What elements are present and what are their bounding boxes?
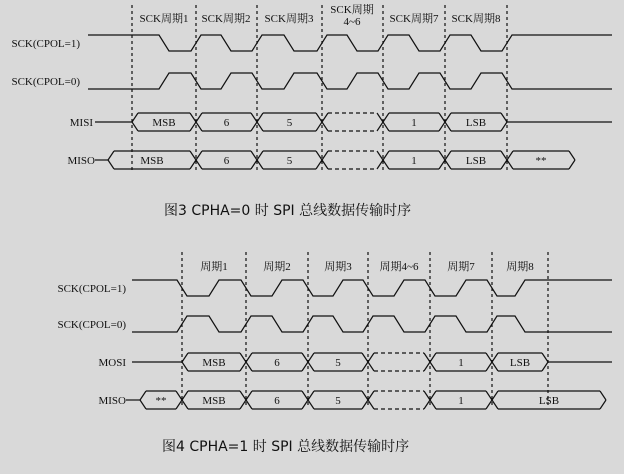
fig4-mosi-bus-edge xyxy=(240,362,246,371)
fig3-misi-bus-edge xyxy=(377,122,383,131)
fig3-period-label: SCK周期2 xyxy=(201,13,251,25)
fig4-mosi-bus-cell-label: LSB xyxy=(509,357,531,369)
fig4-miso-bus-edge xyxy=(492,391,498,400)
fig3-miso-bus-edge xyxy=(383,151,389,160)
fig3-miso-bus-edge xyxy=(322,160,328,169)
fig4-mosi-bus-edge xyxy=(246,362,252,371)
fig3-miso-bus-edge xyxy=(316,151,322,160)
fig3-period-label: SCK周期3 xyxy=(264,13,314,25)
fig3-period-label: SCK周期1 xyxy=(139,13,189,25)
fig3-miso-bus-edge xyxy=(501,160,507,169)
fig4-miso-bus-edge xyxy=(302,391,308,400)
fig4-mosi-bus-edge xyxy=(246,353,252,362)
fig4-miso-bus-edge xyxy=(492,400,498,409)
fig3-miso-bus-edge xyxy=(377,151,383,160)
fig4-miso-bus-cell-label: LSB xyxy=(538,395,560,407)
fig4-sck-cpol1-wave xyxy=(132,280,612,296)
fig4-mosi-bus-edge xyxy=(302,362,308,371)
fig3-miso-bus-cell-label: LSB xyxy=(465,155,487,167)
fig3-misi-bus-edge xyxy=(439,113,445,122)
fig4-miso-bus-edge xyxy=(368,400,374,409)
fig4-mosi-bus-edge xyxy=(308,362,314,371)
fig3-misi-bus-edge xyxy=(322,113,328,122)
fig4-mosi-bus-edge xyxy=(362,353,368,362)
fig4-miso-bus-cell-label: 6 xyxy=(274,395,280,407)
fig4-mosi-bus-edge xyxy=(492,353,498,362)
fig4-mosi-bus-cell-label: 5 xyxy=(335,357,341,369)
fig4-mosi-bus-edge xyxy=(368,362,374,371)
fig3-miso-bus-edge xyxy=(108,160,114,169)
fig4-miso-bus-edge xyxy=(176,391,182,400)
fig3-miso-bus-edge xyxy=(322,151,328,160)
fig4-miso-bus-edge xyxy=(368,391,374,400)
fig4-miso-bus-edge xyxy=(430,400,436,409)
fig3-miso-bus-edge xyxy=(251,151,257,160)
fig3-misi-bus-edge xyxy=(501,113,507,122)
fig4-mosi-bus-edge xyxy=(362,362,368,371)
fig3-miso-bus-cell-label: 1 xyxy=(411,155,417,167)
fig4-signal-label: SCK(CPOL=1) xyxy=(57,283,126,295)
fig3-miso-bus-edge xyxy=(377,160,383,169)
fig3-miso-bus-edge xyxy=(251,160,257,169)
fig4-miso-bus-edge xyxy=(362,400,368,409)
fig4-miso-bus-edge xyxy=(176,400,182,409)
fig3-misi-bus-edge xyxy=(383,122,389,131)
fig4-miso-bus-edge xyxy=(362,391,368,400)
fig3-miso-bus-edge xyxy=(569,151,575,160)
fig4-miso-bus-cell-label: ** xyxy=(155,395,167,407)
fig4-miso-bus-edge xyxy=(600,391,606,400)
fig4-miso-bus-edge xyxy=(246,400,252,409)
fig4-miso-bus-edge xyxy=(424,391,430,400)
fig3-misi-bus-edge xyxy=(257,113,263,122)
fig4-mosi-bus-edge xyxy=(182,353,188,362)
fig4-miso-bus-cell-label: MSB xyxy=(202,395,226,407)
fig3-period-label: SCK周期7 xyxy=(389,13,439,25)
fig3-miso-bus-edge xyxy=(257,160,263,169)
fig4-miso-bus-edge xyxy=(140,400,146,409)
fig4-miso-bus-edge xyxy=(240,400,246,409)
fig3-miso-bus-edge xyxy=(445,160,451,169)
fig4-mosi-bus-edge xyxy=(302,353,308,362)
fig3-miso-bus-edge xyxy=(445,151,451,160)
fig3-caption: 图3 CPHA=0 时 SPI 总线数据传输时序 xyxy=(164,203,412,219)
fig4-mosi-bus-edge xyxy=(486,362,492,371)
fig3-misi-bus-edge xyxy=(383,113,389,122)
fig3-misi-bus-edge xyxy=(257,122,263,131)
fig4-miso-bus-edge xyxy=(182,400,188,409)
fig3-sck-cpol1-wave xyxy=(88,35,612,51)
fig4-sck-cpol0-wave xyxy=(132,316,612,332)
fig3-misi-bus-cell-label: 1 xyxy=(411,117,417,129)
fig4-mosi-bus-cell-label: MSB xyxy=(202,357,226,369)
fig4-period-label: 周期1 xyxy=(200,261,228,273)
fig4-miso-bus-edge xyxy=(240,391,246,400)
fig3-miso-bus-cell-label: ** xyxy=(535,155,547,167)
fig4-period-label: 周期8 xyxy=(506,261,534,273)
fig3-misi-bus-edge xyxy=(445,122,451,131)
fig4-mosi-bus-edge xyxy=(240,353,246,362)
fig4-signal-label: MOSI xyxy=(98,357,126,369)
fig3-miso-bus-cell-label: 6 xyxy=(223,155,230,167)
fig3-sck-cpol0-wave xyxy=(88,73,612,89)
fig4-miso-bus-edge xyxy=(140,391,146,400)
fig4-caption: 图4 CPHA=1 时 SPI 总线数据传输时序 xyxy=(162,439,410,455)
fig4-mosi-bus-edge xyxy=(542,353,548,362)
fig3-miso-bus-edge xyxy=(507,151,513,160)
fig3-signal-label: SCK(CPOL=1) xyxy=(11,38,80,50)
fig3-misi-bus-edge xyxy=(132,113,138,122)
fig3-miso-bus-edge xyxy=(383,160,389,169)
fig4-mosi-bus-edge xyxy=(430,353,436,362)
fig4-miso-bus-cell-label: 1 xyxy=(458,395,464,407)
fig4-period-label: 周期3 xyxy=(324,261,352,273)
fig4-miso-bus-edge xyxy=(182,391,188,400)
fig3-misi-bus-edge xyxy=(251,122,257,131)
fig3-miso-bus-edge xyxy=(196,151,202,160)
fig3-miso-bus-edge xyxy=(569,160,575,169)
fig3-misi-bus-edge xyxy=(445,113,451,122)
fig3-misi-bus-cell-label: LSB xyxy=(465,117,487,129)
fig3-misi-bus-edge xyxy=(377,113,383,122)
fig4-mosi-bus-edge xyxy=(492,362,498,371)
fig3-miso-bus-edge xyxy=(196,160,202,169)
fig3-misi-bus-cell-label: MSB xyxy=(152,117,176,129)
fig4-period-label: 周期2 xyxy=(263,261,291,273)
fig3-misi-bus-cell-label: 6 xyxy=(223,117,230,129)
fig4-signal-label: SCK(CPOL=0) xyxy=(57,319,126,331)
fig4-miso-bus-edge xyxy=(308,391,314,400)
fig4-mosi-bus-edge xyxy=(424,362,430,371)
fig3-signal-label: MISO xyxy=(67,155,95,167)
fig3-misi-bus-edge xyxy=(316,113,322,122)
fig4-miso-bus-edge xyxy=(486,400,492,409)
fig4-miso-bus-edge xyxy=(430,391,436,400)
fig4-miso-bus-edge xyxy=(302,400,308,409)
fig3-misi-bus-edge xyxy=(190,113,196,122)
fig4-signal-label: MISO xyxy=(98,395,126,407)
fig3-miso-bus-edge xyxy=(501,151,507,160)
fig3-miso-bus-edge xyxy=(190,151,196,160)
fig4-mosi-bus-edge xyxy=(486,353,492,362)
fig4-mosi-bus-cell-label: 6 xyxy=(274,357,280,369)
fig4-mosi-bus-edge xyxy=(308,353,314,362)
fig4-mosi-bus-edge xyxy=(368,353,374,362)
fig3-period-label: SCK周期8 xyxy=(451,13,501,25)
fig4-period-label: 周期4~6 xyxy=(379,261,419,273)
fig3-misi-bus-edge xyxy=(190,122,196,131)
fig3-miso-bus-cell-label: MSB xyxy=(140,155,164,167)
fig3-signal-label: SCK(CPOL=0) xyxy=(11,76,80,88)
fig3-miso-bus-edge xyxy=(108,151,114,160)
fig3-misi-bus-edge xyxy=(196,122,202,131)
fig3-miso-bus-edge xyxy=(439,151,445,160)
fig4-mosi-bus-edge xyxy=(542,362,548,371)
fig4-miso-bus-edge xyxy=(600,400,606,409)
fig4-period-label: 周期7 xyxy=(447,261,475,273)
fig4-mosi-bus-edge xyxy=(182,362,188,371)
fig4-miso-bus-edge xyxy=(424,400,430,409)
fig3-miso-bus-edge xyxy=(507,160,513,169)
fig4-mosi-bus-edge xyxy=(424,353,430,362)
fig3-miso-bus-edge xyxy=(439,160,445,169)
fig3-misi-bus-edge xyxy=(132,122,138,131)
fig3-miso-bus-edge xyxy=(190,160,196,169)
fig3-period-label: SCK周期 4~6 xyxy=(330,4,374,28)
fig3-misi-bus-edge xyxy=(196,113,202,122)
fig3-misi-bus-cell-label: 5 xyxy=(286,117,293,129)
fig3-miso-bus-edge xyxy=(257,151,263,160)
fig4-miso-bus-edge xyxy=(486,391,492,400)
fig3-miso-bus-cell-label: 5 xyxy=(286,155,293,167)
fig3-misi-bus-edge xyxy=(251,113,257,122)
fig3-misi-bus-edge xyxy=(501,122,507,131)
fig4-miso-bus-edge xyxy=(308,400,314,409)
fig4-mosi-bus-cell-label: 1 xyxy=(458,357,464,369)
fig4-miso-bus-edge xyxy=(246,391,252,400)
fig3-signal-label: MISI xyxy=(69,117,93,129)
fig4-mosi-bus-edge xyxy=(430,362,436,371)
fig3-misi-bus-edge xyxy=(439,122,445,131)
fig4-miso-bus-cell-label: 5 xyxy=(335,395,341,407)
fig3-misi-bus-edge xyxy=(316,122,322,131)
fig3-miso-bus-edge xyxy=(316,160,322,169)
fig3-misi-bus-edge xyxy=(322,122,328,131)
